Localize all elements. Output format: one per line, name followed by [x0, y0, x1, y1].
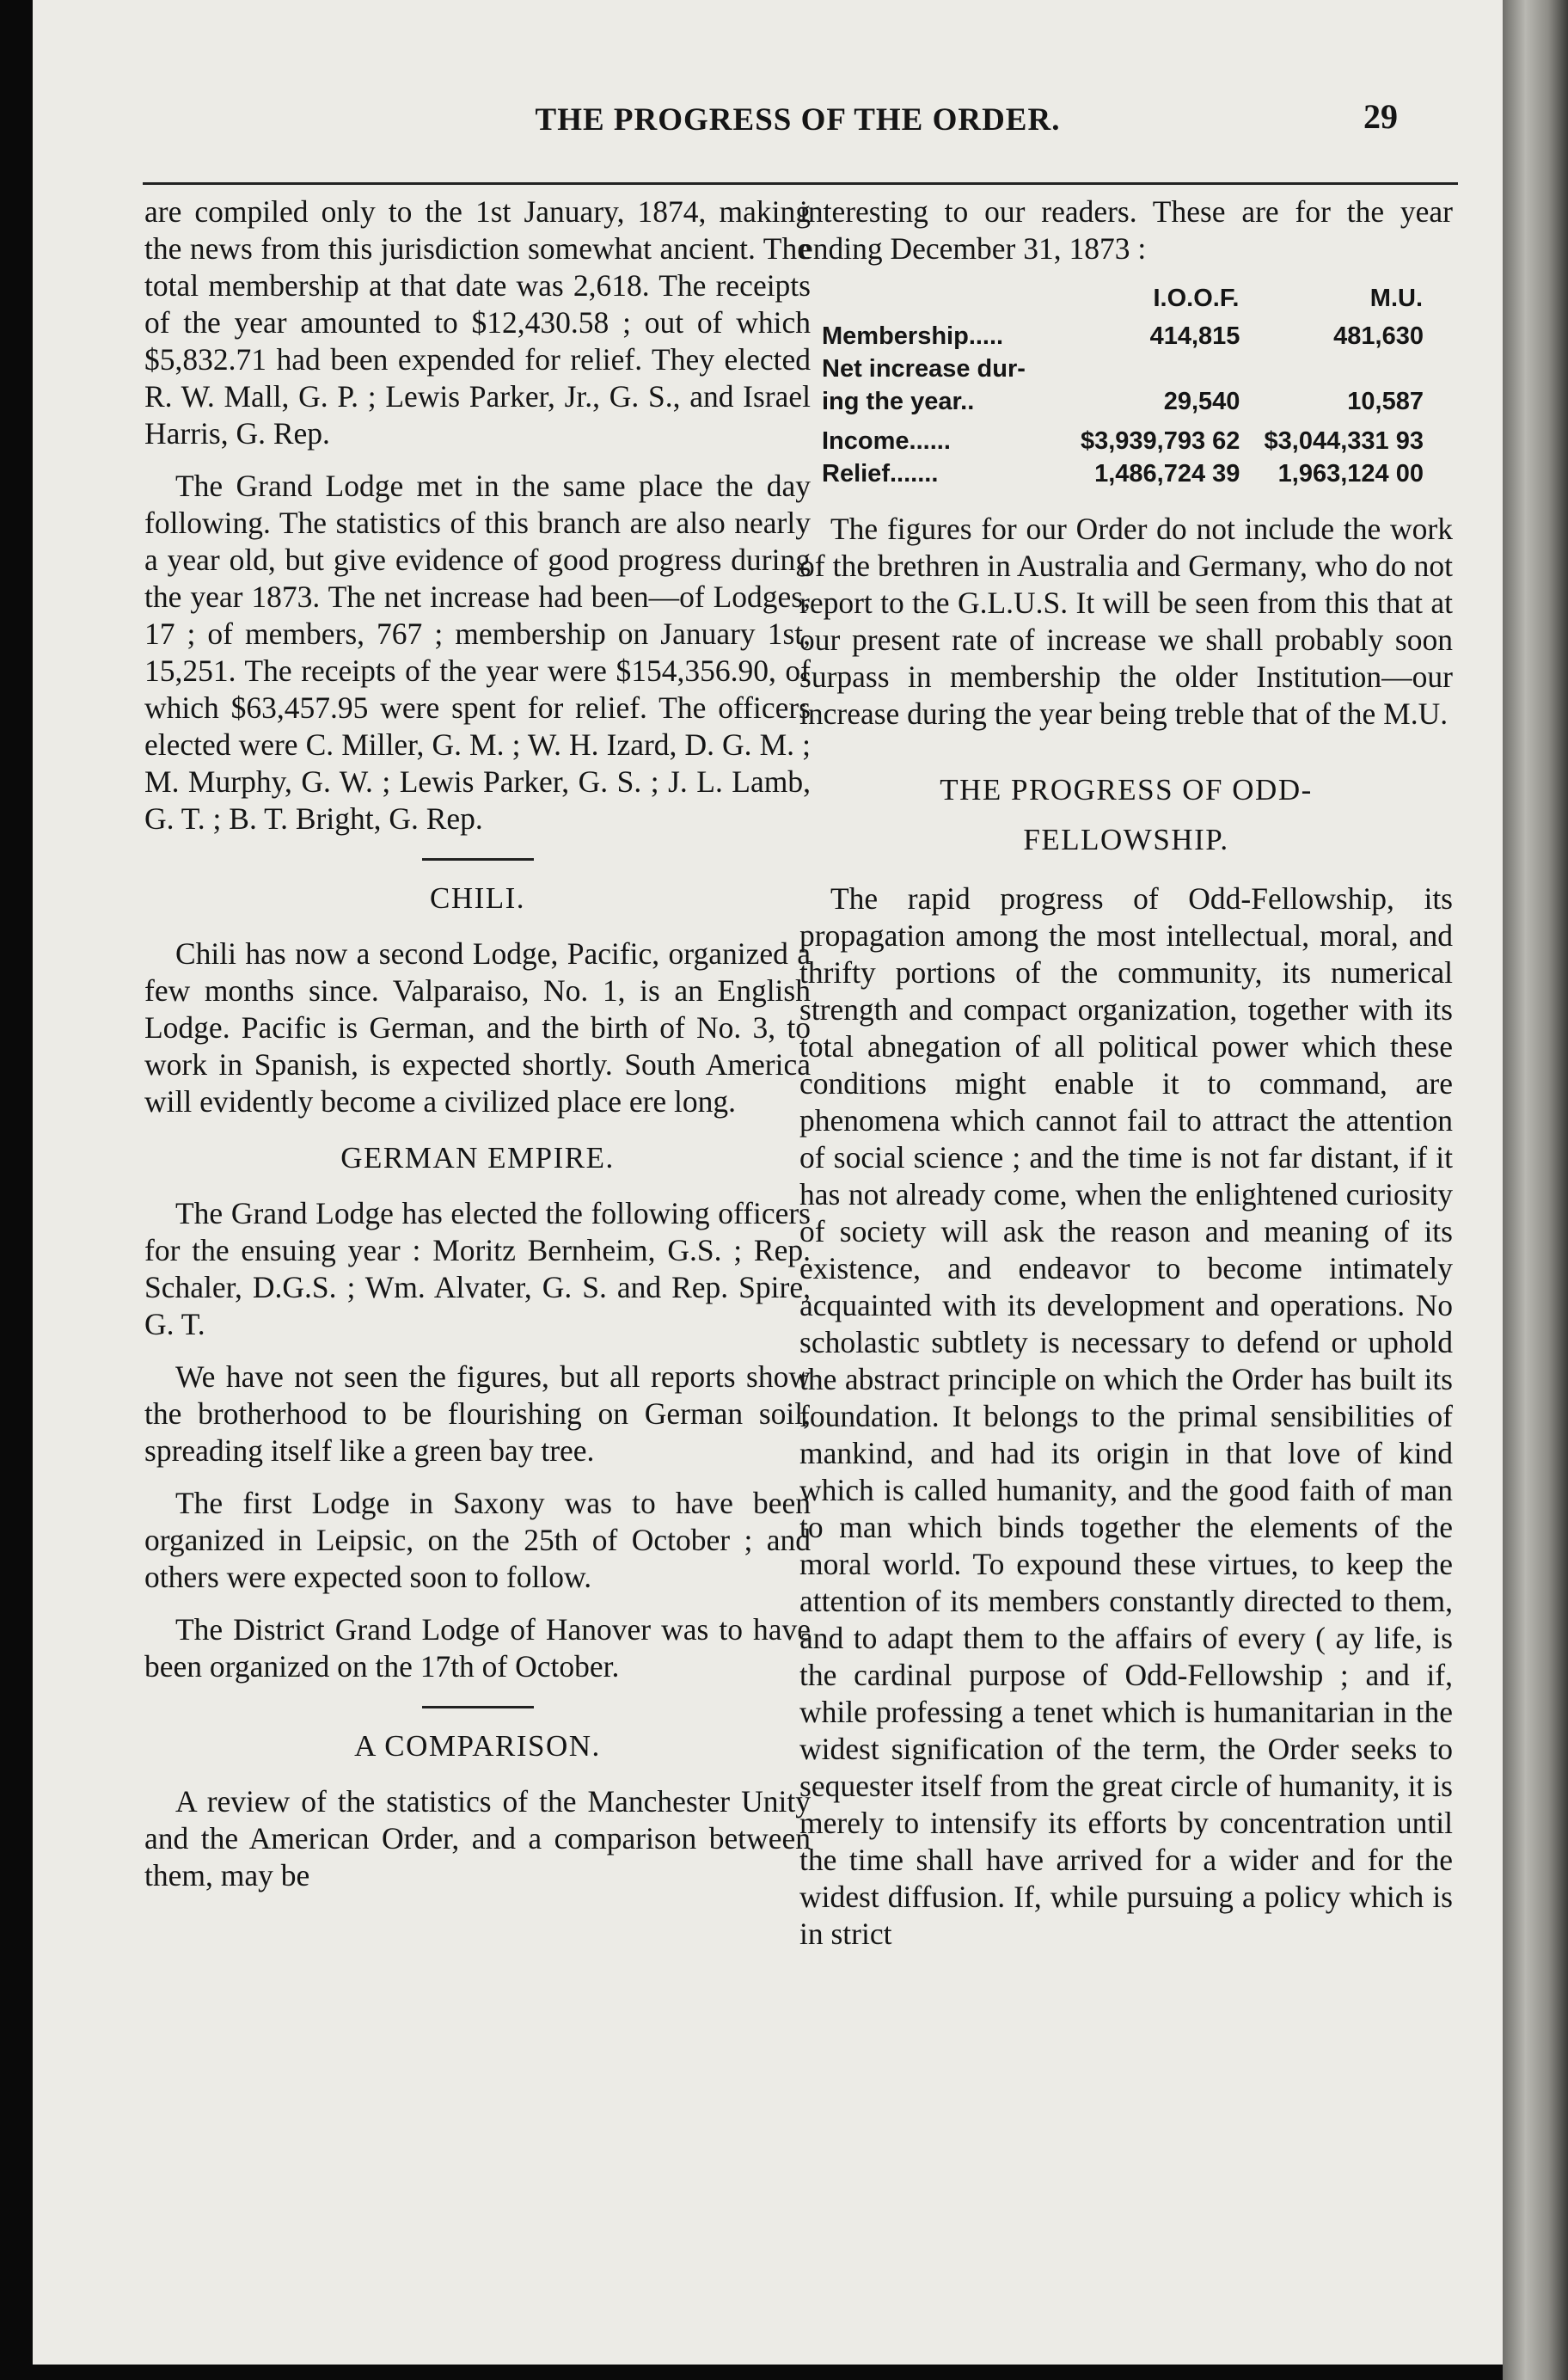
- table-cell: Membership.....: [822, 322, 1004, 350]
- section-divider: [422, 1706, 534, 1708]
- paragraph: A review of the statistics of the Manchester Unity and the American Order, and a comparison between them, may be: [144, 1784, 811, 1892]
- page-number: 29: [1363, 97, 1398, 136]
- table-row: [822, 353, 1424, 385]
- table-row: [822, 385, 1424, 418]
- paragraph: The Grand Lodge met in the same place the day following. The statistics of this branch are also nearly a year old, but give evidence of good progress during the year 1873. The net increase had been—of Lodges, 17 ; of members, 767 ; membership on January 1st, 15,251. The receipts of the year were $154,356.90, of which $63,457.95 were spent for relief. The officers elected were C. Miller, G. M. ; W. H. Izard, D. G. M. ; M. Murphy, G. W. ; Lewis Parker, G. S. ; J. L. Lamb, G. T. ; B. T. Bright, G. Rep.: [144, 469, 811, 836]
- paragraph: The District Grand Lodge of Hanover was to have been organized on the 17th of October.: [144, 1612, 811, 1684]
- section-heading-chili: CHILI.: [429, 881, 526, 915]
- paragraph: are compiled only to the 1st January, 1874, making the news from this jurisdiction somewhat ancient. The total membership at that date was 2,618. The receipts of the year amounted to $12,430.58 ; out of which $5,832.71 had been expended for relief. They elected R. W. Mall, G. P. ; Lewis Parker, Jr., G. S., and Israel Harris, G. Rep.: [144, 194, 811, 451]
- table-cell: [1240, 353, 1424, 385]
- table-cell: $3,044,331 93: [1264, 427, 1424, 455]
- table-cell: 29,540: [1163, 388, 1240, 415]
- table-cell: Income......: [822, 427, 951, 455]
- heading-line: THE PROGRESS OF ODD-: [940, 773, 1313, 807]
- paragraph: We have not seen the figures, but all reports show the brotherhood to be flourishing on German soil, spreading itself like a green bay tree.: [144, 1359, 811, 1468]
- header-rule: [143, 182, 1458, 185]
- table-header: M.U.: [1369, 285, 1423, 312]
- table-cell: [1057, 353, 1240, 385]
- table-cell: Relief.......: [822, 460, 939, 488]
- paragraph: The Grand Lodge has elected the following officers for the ensuing year : Moritz Bernheim, G.S. ; Rep. Schaler, D.G.S. ; Wm. Alvater, G. S. and Rep. Spire, G. T.: [144, 1196, 811, 1341]
- section-heading-progress: [799, 765, 1453, 865]
- paragraph: The figures for our Order do not include the work of the brethren in Australia and Germany, who do not report to the G.L.U.S. It will be seen from this that at our present rate of increase we shall probably soon surpass in membership the older Institution—our increase during the year being treble that of the M.U.: [799, 512, 1453, 731]
- table-cell: 1,486,724 39: [1094, 460, 1240, 488]
- section-divider: [422, 858, 534, 861]
- table-row: [822, 418, 1424, 457]
- heading-line: FELLOWSHIP.: [1023, 823, 1229, 856]
- table-header: [822, 283, 1057, 320]
- table-header-row: [822, 283, 1424, 320]
- table-cell: 481,630: [1333, 322, 1424, 350]
- paragraph: The rapid progress of Odd-Fellowship, its propagation among the most intellectual, moral, and thrifty portions of the community, its numerical strength and compact organization, together with its total abnegation of all political power which these conditions might enable it to command, are phenomena which cannot fail to attract the attention of social science ; and the time is not far distant, if it has not already come, when the enlightened curiosity of society will ask the reason and meaning of its existence, and endeavor to become intimately acquainted with its development and operations. No scholastic subtlety is necessary to defend or uphold the abstract principle on which the Order has built its foundation. It belongs to the primal sensibilities of mankind, and had its origin in that love of kind which is called humanity, and the good faith of man to man which binds together the elements of the moral world. To expound these virtues, to keep the attention of its members constantly directed to them, and to adapt them to the affairs of every ( ay life, is the cardinal purpose of Odd-Fellowship ; and if, while professing a tenet which is humanitarian in the widest signification of the term, the Order seeks to sequester itself from the great circle of humanity, it is merely to intensify its efforts by concentration until the time shall have arrived for a wider and for the widest diffusion. If, while pursuing a policy which is in strict: [799, 881, 1453, 1951]
- table-cell: Net increase dur-: [822, 355, 1026, 383]
- book-spine: [1503, 0, 1568, 2380]
- section-heading-comparison: A COMPARISON.: [354, 1729, 601, 1763]
- paragraph: The first Lodge in Saxony was to have been organized in Leipsic, on the 25th of October ; and others were expected soon to follow.: [144, 1486, 811, 1594]
- left-column: [144, 193, 811, 1910]
- statistics-table: [822, 283, 1424, 490]
- section-heading-german-empire: GERMAN EMPIRE.: [340, 1141, 615, 1175]
- running-header: THE PROGRESS OF THE ORDER.: [535, 102, 1061, 138]
- table-cell: 414,815: [1149, 322, 1240, 350]
- table-cell: $3,939,793 62: [1080, 427, 1240, 455]
- page: [33, 0, 1522, 2365]
- paragraph: interesting to our readers. These are for the year ending December 31, 1873 :: [799, 194, 1453, 266]
- table-cell: ing the year..: [822, 388, 975, 415]
- table-row: [822, 320, 1424, 353]
- table-cell: 1,963,124 00: [1277, 460, 1424, 488]
- paragraph: Chili has now a second Lodge, Pacific, organized a few months since. Valparaiso, No. 1, is an English Lodge. Pacific is German, and the birth of No. 3, to work in Spanish, is expected shortly. South America will evidently become a civilized place ere long.: [144, 936, 811, 1119]
- right-column: [799, 193, 1453, 1968]
- table-row: [822, 457, 1424, 490]
- table-cell: 10,587: [1347, 388, 1424, 415]
- table-header: I.O.O.F.: [1153, 285, 1240, 312]
